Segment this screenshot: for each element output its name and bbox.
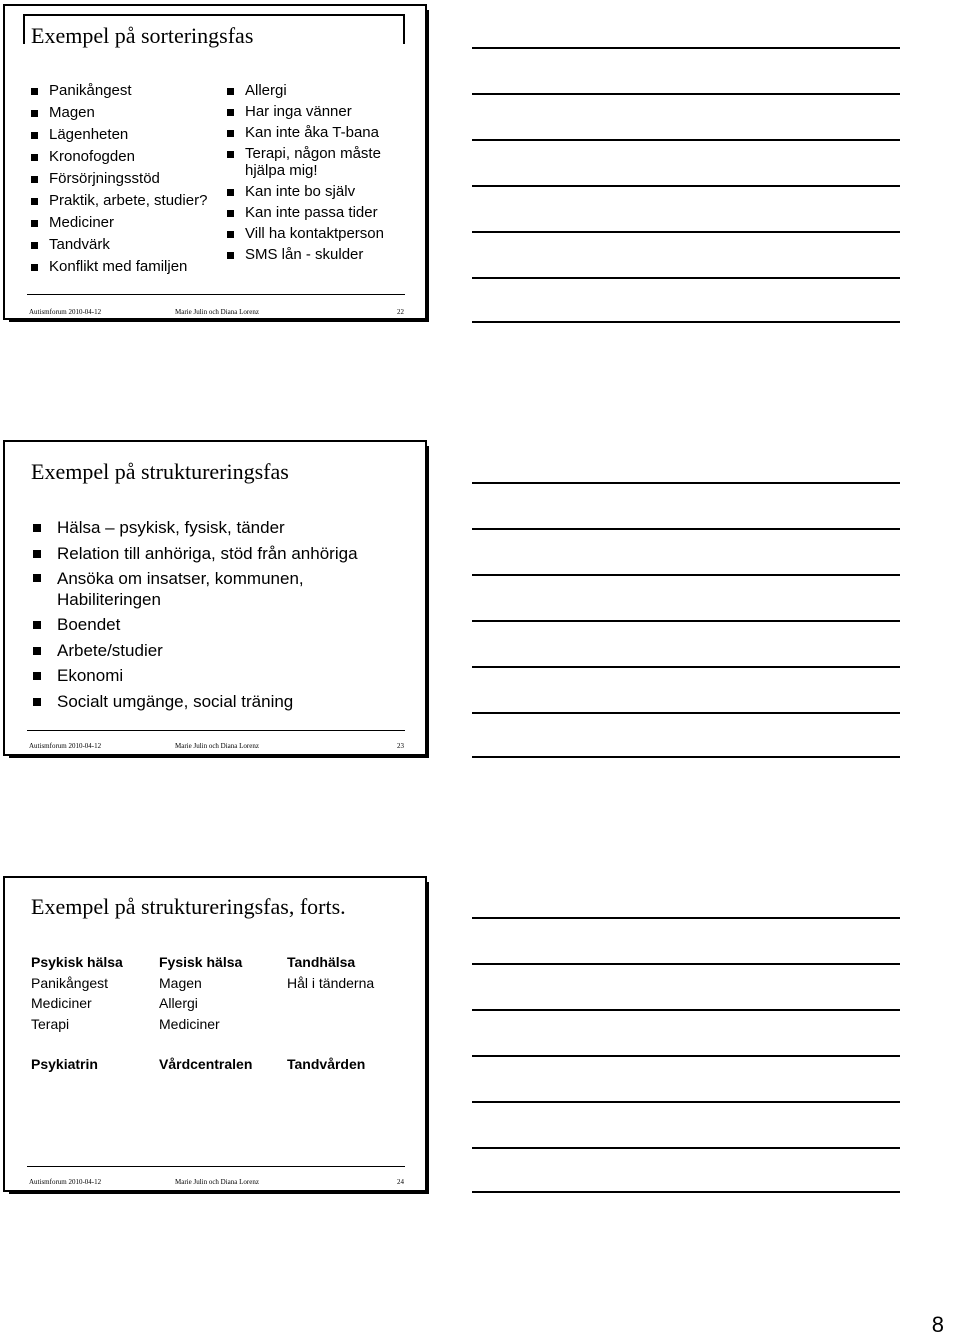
- note-line: [472, 620, 900, 622]
- list-item: Ekonomi: [31, 663, 391, 689]
- note-line: [472, 47, 900, 49]
- bullet-list-right: [227, 80, 399, 265]
- slide-shadow: [9, 318, 429, 322]
- footer-center: Marie Julin och Diana Lorenz: [175, 1178, 259, 1186]
- list-item: Försörjningsstöd: [31, 168, 211, 190]
- note-line: [472, 482, 900, 484]
- note-line: [472, 1147, 900, 1149]
- column-footer: Psykiatrin: [31, 1056, 98, 1072]
- list-item: Arbete/studier: [31, 638, 391, 664]
- health-columns: [31, 952, 411, 1082]
- list-item: Magen: [31, 102, 211, 124]
- column-footer: Tandvården: [287, 1056, 366, 1072]
- list-item: Lägenheten: [31, 124, 211, 146]
- note-line: [472, 756, 900, 758]
- slide-title: Exempel på struktureringsfas: [31, 459, 289, 484]
- column-psykisk-halsa: [31, 952, 161, 1072]
- column-header: Tandhälsa: [287, 954, 356, 970]
- list-item: Panikångest: [31, 80, 211, 102]
- list-item: Socialt umgänge, social träning: [31, 689, 391, 715]
- slide-title: Exempel på struktureringsfas, forts.: [31, 894, 346, 919]
- list-item: Vill ha kontaktperson: [227, 223, 399, 244]
- slide-shadow: [425, 882, 429, 1194]
- note-line: [472, 231, 900, 233]
- footer-center: Marie Julin och Diana Lorenz: [175, 742, 259, 750]
- list-item: Konflikt med familjen: [31, 256, 211, 278]
- note-line: [472, 185, 900, 187]
- list-item: Kan inte passa tider: [227, 202, 399, 223]
- note-line: [472, 1055, 900, 1057]
- note-line: [472, 917, 900, 919]
- column-item: Mediciner: [159, 1015, 220, 1032]
- list-item: Allergi: [227, 80, 399, 101]
- note-line: [472, 1101, 900, 1103]
- note-line: [472, 963, 900, 965]
- bullet-list-left: [31, 80, 211, 278]
- footer-page: 22: [397, 308, 404, 316]
- list-item: SMS lån - skulder: [227, 244, 399, 265]
- column-header: Psykisk hälsa: [31, 954, 123, 970]
- list-item: Tandvärk: [31, 234, 211, 256]
- column-item: Allergi: [159, 995, 198, 1011]
- note-line: [472, 139, 900, 141]
- note-line: [472, 574, 900, 576]
- column-item: Terapi: [31, 1015, 70, 1032]
- column-header: Fysisk hälsa: [159, 954, 243, 970]
- list-item: Har inga vänner: [227, 101, 399, 122]
- footer-left: Autismforum 2010-04-12: [29, 1178, 102, 1186]
- slide-shadow: [9, 1190, 429, 1194]
- list-item: Terapi, någon måste hjälpa mig!: [227, 143, 399, 181]
- slide-24: [3, 876, 427, 1192]
- column-tandhalsa: [287, 952, 417, 1072]
- footer-divider: [27, 1166, 405, 1167]
- list-item: Kan inte bo själv: [227, 181, 399, 202]
- column-item: Magen: [159, 974, 202, 991]
- footer-page: 23: [397, 742, 404, 750]
- footer-page: 24: [397, 1178, 404, 1186]
- slide-shadow: [425, 446, 429, 758]
- note-line: [472, 666, 900, 668]
- title-frame: [23, 14, 25, 44]
- list-item: Kronofogden: [31, 146, 211, 168]
- slide-22: [3, 4, 427, 320]
- column-item: Mediciner: [31, 995, 92, 1011]
- slide-shadow: [9, 754, 429, 758]
- page-number: 8: [931, 1312, 944, 1337]
- list-item: Hälsa – psykisk, fysisk, tänder: [31, 515, 391, 541]
- bullet-list: [31, 515, 391, 714]
- title-frame: [23, 14, 405, 16]
- column-fysisk-halsa: [159, 952, 289, 1072]
- list-item: Relation till anhöriga, stöd från anhöriga: [31, 541, 391, 567]
- slide-23: [3, 440, 427, 756]
- footer-divider: [27, 730, 405, 731]
- column-footer: Vårdcentralen: [159, 1056, 253, 1072]
- footer-center: Marie Julin och Diana Lorenz: [175, 308, 259, 316]
- note-line: [472, 321, 900, 323]
- note-line: [472, 712, 900, 714]
- title-frame: [403, 14, 405, 44]
- footer-divider: [27, 294, 405, 295]
- footer-left: Autismforum 2010-04-12: [29, 742, 102, 750]
- footer-left: Autismforum 2010-04-12: [29, 308, 102, 316]
- list-item: Boendet: [31, 612, 391, 638]
- list-item: Ansöka om insatser, kommunen, Habiliteringen: [31, 566, 337, 612]
- note-line: [472, 93, 900, 95]
- list-item: Praktik, arbete, studier?: [31, 190, 211, 212]
- column-item: Hål i tänderna: [287, 974, 375, 991]
- list-item: Kan inte åka T-bana: [227, 122, 399, 143]
- column-item: Panikångest: [31, 974, 109, 991]
- note-line: [472, 1191, 900, 1193]
- note-line: [472, 1009, 900, 1011]
- list-item: Mediciner: [31, 212, 211, 234]
- note-line: [472, 277, 900, 279]
- slide-shadow: [425, 10, 429, 322]
- note-line: [472, 528, 900, 530]
- slide-title: Exempel på sorteringsfas: [31, 23, 254, 48]
